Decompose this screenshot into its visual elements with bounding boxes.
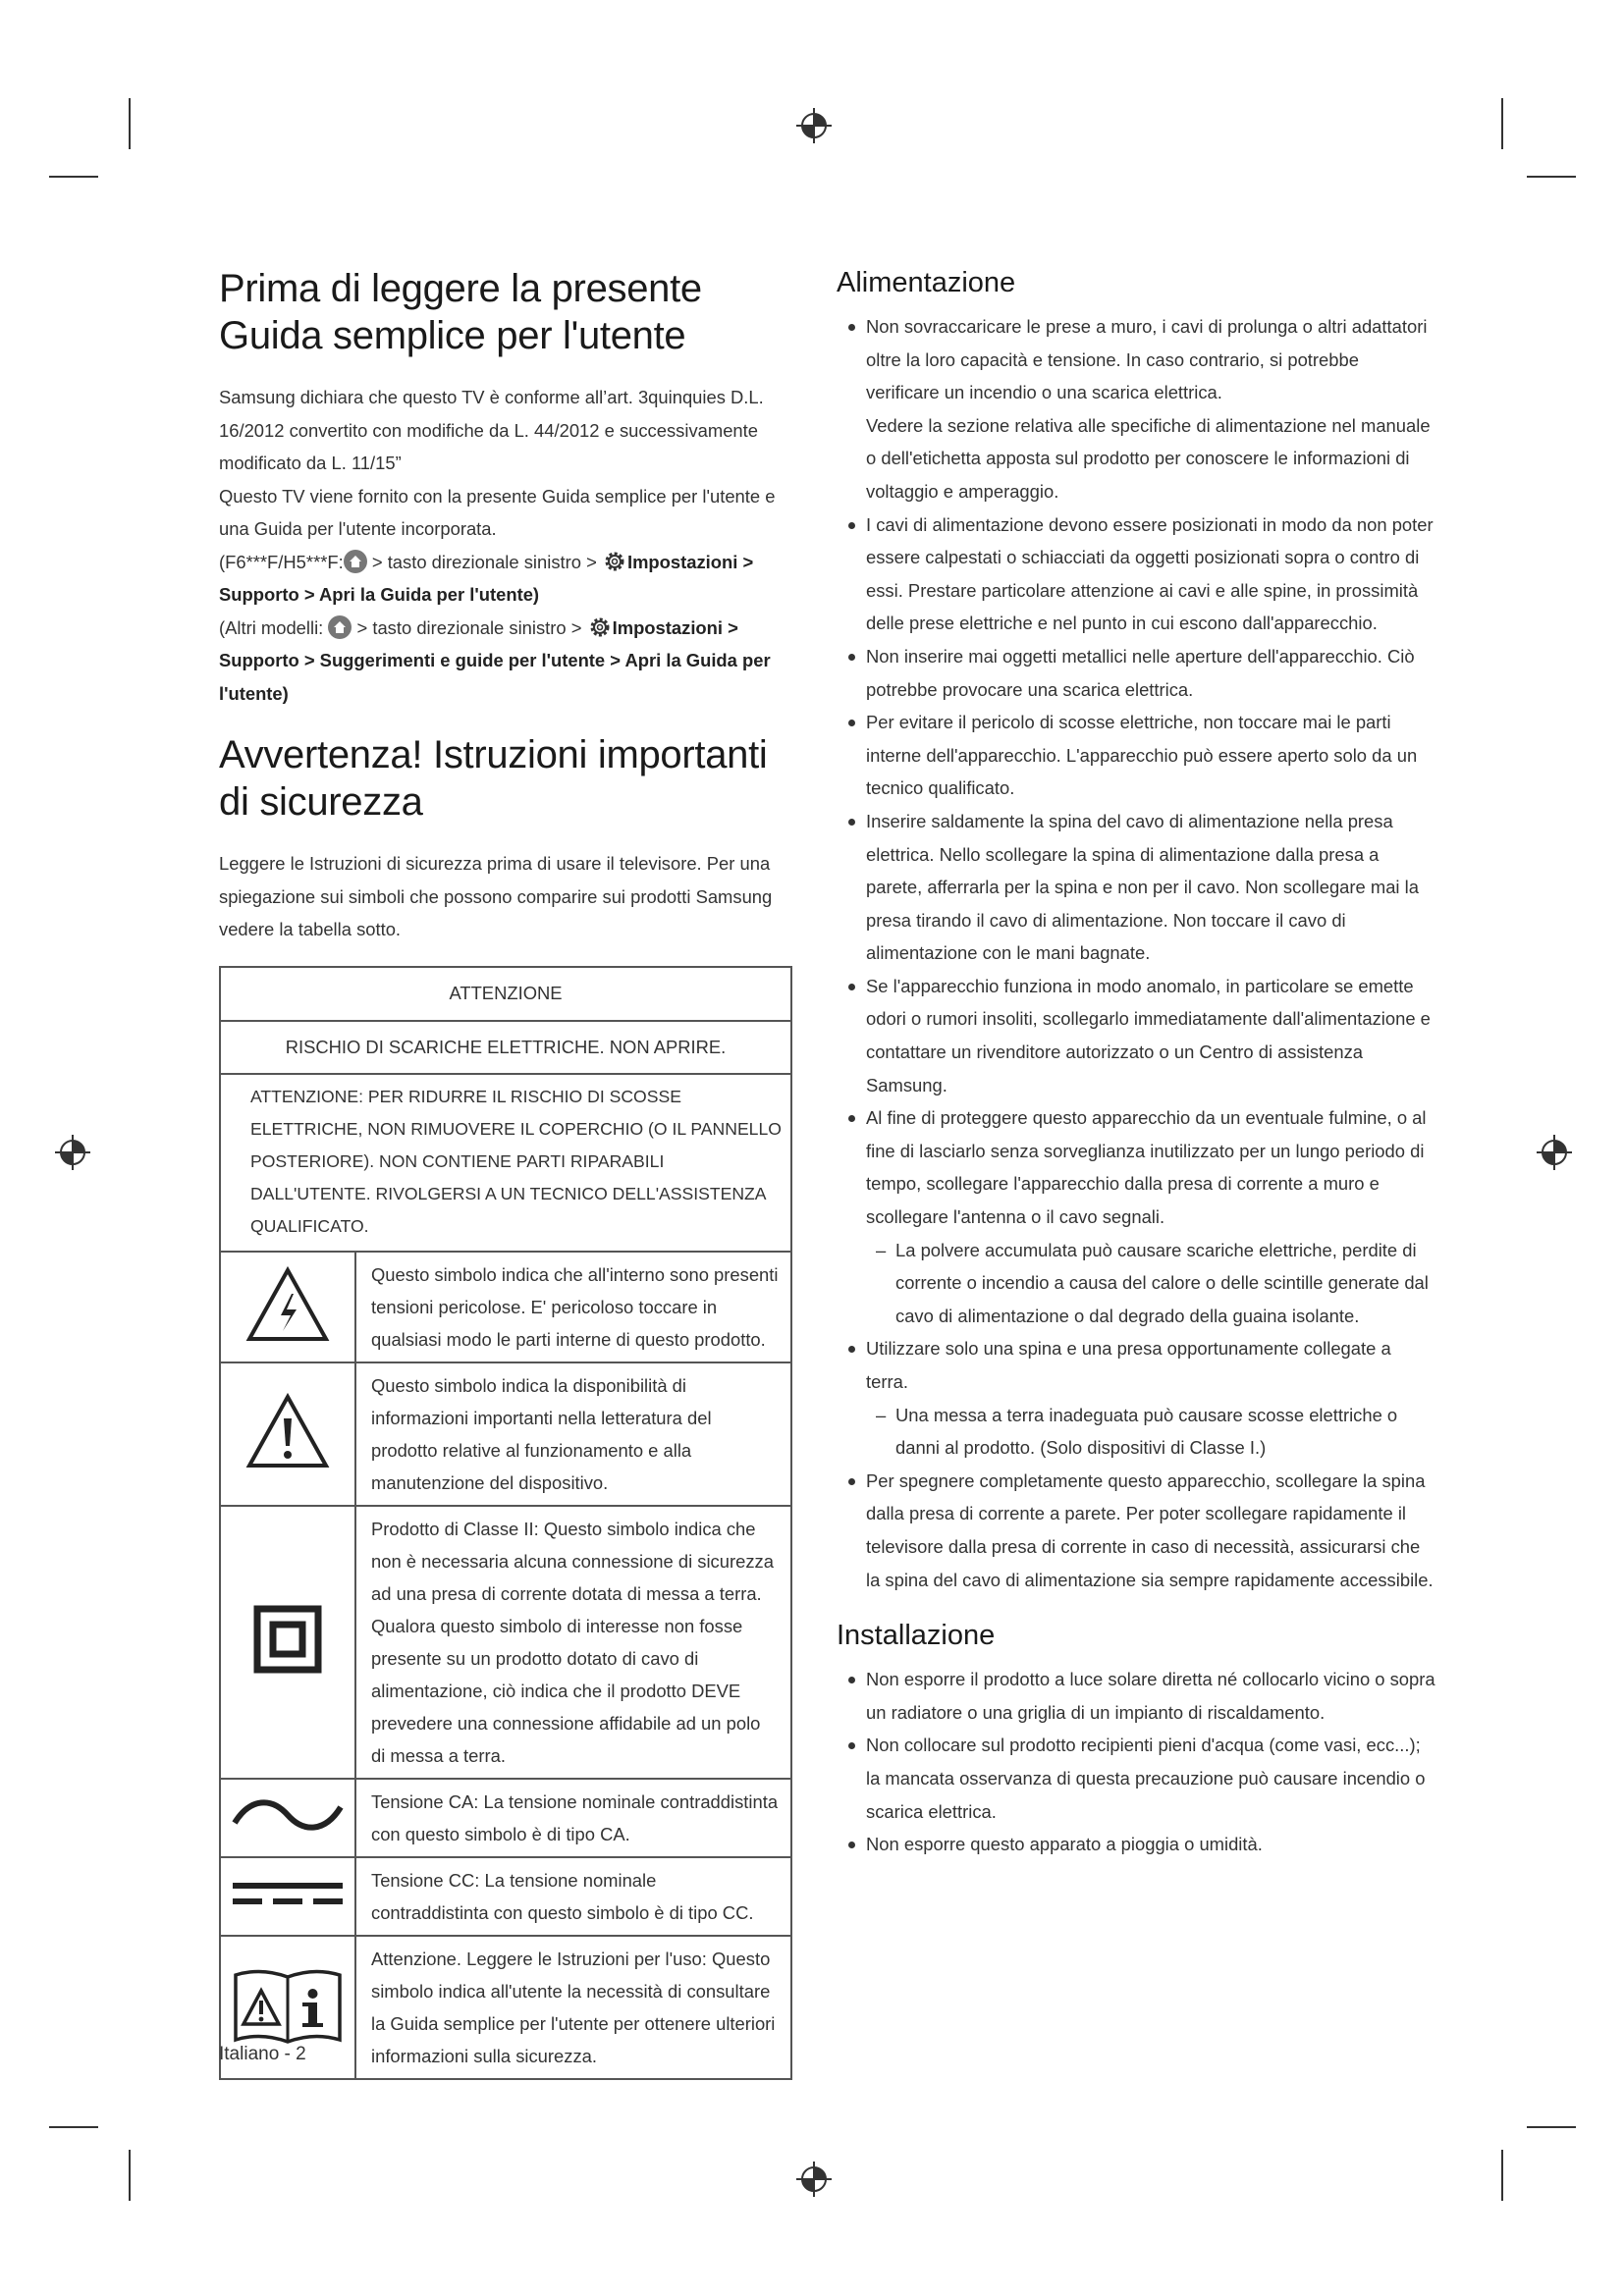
- row-text: Tensione CA: La tensione nominale contraddistinta con questo simbolo è di tipo CA.: [355, 1779, 791, 1857]
- table-row: [220, 1857, 791, 1936]
- list-item: Non sovraccaricare le prese a muro, i cavi di prolunga o altri adattatori oltre la loro capacità e tensione. In caso contrario, si potrebbe verificare un incendio o una scarica elettrica. Vedere la sezione relativa alle specifiche di alimentazione nel manuale o dell'etichetta apposta sul prodotto per conoscere le informazioni di voltaggio e amperaggio.: [837, 310, 1435, 508]
- list-item: Utilizzare solo una spina e una presa opportunamente collegate a terra. – Una messa a terra inadeguata può causare scosse elettriche o danni al prodotto. (Solo dispositivi di Classe I.): [837, 1332, 1435, 1464]
- row-text: Attenzione. Leggere le Istruzioni per l'uso: Questo simbolo indica all'utente la necessità di consultare la Guida semplice per l'utente per ottenere ulteriori informazioni sulla sicurezza.: [355, 1936, 791, 2079]
- installation-list: [837, 1663, 1435, 1861]
- list-item: I cavi di alimentazione devono essere posizionati in modo da non poter essere calpestati o schiacciati da oggetti posizionati sopra o contro di essi. Prestare particolare attenzione ai cavi e alle spine, in prossimità delle prese elettriche e nel punto in cui escono dall'apparecchio.: [837, 508, 1435, 640]
- registration-mark-icon: [1535, 1133, 1574, 1172]
- list-item: Non collocare sul prodotto recipienti pieni d'acqua (come vasi, ecc...); la mancata osservanza di questa precauzione può causare incendio o scarica elettrica.: [837, 1729, 1435, 1828]
- table-row: [220, 1779, 791, 1857]
- safety-intro: Leggere le Istruzioni di sicurezza prima di usare il televisore. Per una spiegazione sui simboli che possono comparire sui prodotti Samsung vedere la tabella sotto.: [219, 853, 773, 939]
- section-title-power: Alimentazione: [837, 267, 1016, 298]
- table-row: [220, 1506, 791, 1779]
- table-row: [220, 1252, 791, 1362]
- table-header: ATTENZIONE: [220, 967, 791, 1021]
- section-title-installation: Installazione: [837, 1620, 996, 1652]
- gear-icon: [587, 614, 613, 640]
- dc-voltage-icon: [229, 1877, 347, 1910]
- list-item: Inserire saldamente la spina del cavo di alimentazione nella presa elettrica. Nello scollegare la spina di alimentazione dalla presa a parete, afferrarla per la spina e non per il cavo. Non scollegare mai la presa tirando il cavo di alimentazione. Non toccare il cavo di alimentazione con le mani bagnate.: [837, 805, 1435, 970]
- crop-mark: [49, 176, 98, 178]
- crop-mark: [1501, 98, 1503, 149]
- crop-mark: [49, 2126, 98, 2128]
- list-item: Non esporre il prodotto a luce solare diretta né collocarlo vicino o sopra un radiatore o una griglia di un impianto di riscaldamento.: [837, 1663, 1435, 1729]
- crop-mark: [129, 2150, 131, 2201]
- safety-title: Avvertenza! Istruzioni importanti di sicurezza: [219, 733, 768, 824]
- home-icon: [344, 550, 367, 573]
- intro-paragraph: Samsung dichiara che questo TV è conforme all’art. 3quinquies D.L. 16/2012 convertito con modifiche da L. 44/2012 e successivamente modificato da L. 11/15”: [219, 387, 764, 473]
- right-column: [837, 265, 1435, 1861]
- caution-text: ATTENZIONE: PER RIDURRE IL RISCHIO DI SCOSSE ELETTRICHE, NON RIMUOVERE IL COPERCHIO (O IL PANNELLO POSTERIORE). NON CONTIENE PARTI RIPARABILI DALL'UTENTE. RIVOLGERSI A UN TECNICO DELL'ASSISTENZA QUALIFICATO.: [220, 1074, 791, 1252]
- crop-mark: [1501, 2150, 1503, 2201]
- list-item: Per spegnere completamente questo apparecchio, scollegare la spina dalla presa di corrente a parete. Per poter scollegare rapidamente il televisore dalla presa di corrente in caso di necessità, assicurarsi che la spina del cavo di alimentazione sia sempre rapidamente accessibile.: [837, 1465, 1435, 1596]
- electric-shock-warning-icon: [245, 1266, 330, 1343]
- safety-symbols-table: [219, 966, 792, 2080]
- list-item: Non esporre questo apparato a pioggia o umidità.: [837, 1828, 1435, 1861]
- page-number: Italiano - 2: [219, 2044, 306, 2064]
- list-item: Al fine di proteggere questo apparecchio da un eventuale fulmine, o al fine di lasciarlo senza sorveglianza inutilizzato per un lungo periodo di tempo, scollegare l'apparecchio dalla presa di corrente a muro e scollegare l'antenna o il cavo segnali. – La polvere accumulata può causare scariche elettriche, perdite di corrente o incendio a causa del calore o delle scintille generate dal cavo di alimentazione o dal degrado della guaina isolante.: [837, 1101, 1435, 1332]
- crop-mark: [1527, 176, 1576, 178]
- home-icon: [328, 615, 352, 639]
- row-text: Prodotto di Classe II: Questo simbolo indica che non è necessaria alcuna connessione di sicurezza ad una presa di corrente dotata di messa a terra. Qualora questo simbolo di interesse non fosse presente su un prodotto dotato di cavo di alimentazione, ciò indica che il prodotto DEVE prevedere una connessione affidabile ad un polo di messa a terra.: [355, 1506, 791, 1779]
- list-item: Non inserire mai oggetti metallici nelle aperture dell'apparecchio. Ciò potrebbe provocare una scarica elettrica.: [837, 640, 1435, 706]
- row-text: Questo simbolo indica che all'interno sono presenti tensioni pericolose. E' pericoloso toccare in qualsiasi modo le parti interne di questo prodotto.: [355, 1252, 791, 1362]
- list-item: Per evitare il pericolo di scosse elettriche, non toccare mai le parti interne dell'apparecchio. L'apparecchio può essere aperto solo da un tecnico qualificato.: [837, 706, 1435, 805]
- crop-mark: [129, 98, 131, 149]
- registration-mark-icon: [794, 106, 834, 145]
- class-ii-double-square-icon: [253, 1605, 322, 1674]
- exclamation-warning-icon: [245, 1393, 330, 1469]
- row-text: Tensione CC: La tensione nominale contraddistinta con questo simbolo è di tipo CC.: [355, 1857, 791, 1936]
- power-list: [837, 310, 1435, 1596]
- menu-path-f6: (F6***F/H5***F: > tasto direzionale sinistro > Impostazioni > Supporto > Apri la Guida per l'utente): [219, 546, 792, 612]
- table-header-risk: RISCHIO DI SCARICHE ELETTRICHE. NON APRIRE.: [220, 1021, 791, 1074]
- menu-path-other: (Altri modelli: > tasto direzionale sinistro > Impostazioni > Supporto > Suggerimenti e guide per l'utente > Apri la Guida per l'utente): [219, 612, 792, 711]
- crop-mark: [1527, 2126, 1576, 2128]
- registration-mark-icon: [794, 2160, 834, 2199]
- page-title: Prima di leggere la presente Guida semplice per l'utente: [219, 267, 702, 357]
- sub-item: – La polvere accumulata può causare scariche elettriche, perdite di corrente o incendio a causa del calore o delle scintille generate dal cavo di alimentazione o dal degrado della guaina isolante.: [876, 1239, 1429, 1326]
- gear-icon: [602, 549, 627, 574]
- read-instructions-icon: [232, 1963, 344, 2046]
- registration-mark-icon: [53, 1133, 92, 1172]
- table-row: [220, 1362, 791, 1506]
- row-text: Questo simbolo indica la disponibilità di informazioni importanti nella letteratura del prodotto relative al funzionamento e alla manutenzione del dispositivo.: [355, 1362, 791, 1506]
- sub-item: – Una messa a terra inadeguata può causare scosse elettriche o danni al prodotto. (Solo dispositivi di Classe I.): [876, 1404, 1398, 1459]
- intro-paragraph-2: Questo TV viene fornito con la presente Guida semplice per l'utente e una Guida per l'utente incorporata.: [219, 485, 776, 539]
- list-item: Se l'apparecchio funziona in modo anomalo, in particolare se emette odori o rumori insoliti, scollegarlo immediatamente dall'alimentazione e contattare un rivenditore autorizzato o un Centro di assistenza Samsung.: [837, 970, 1435, 1101]
- left-column: [219, 265, 792, 2080]
- ac-voltage-icon: [231, 1795, 345, 1835]
